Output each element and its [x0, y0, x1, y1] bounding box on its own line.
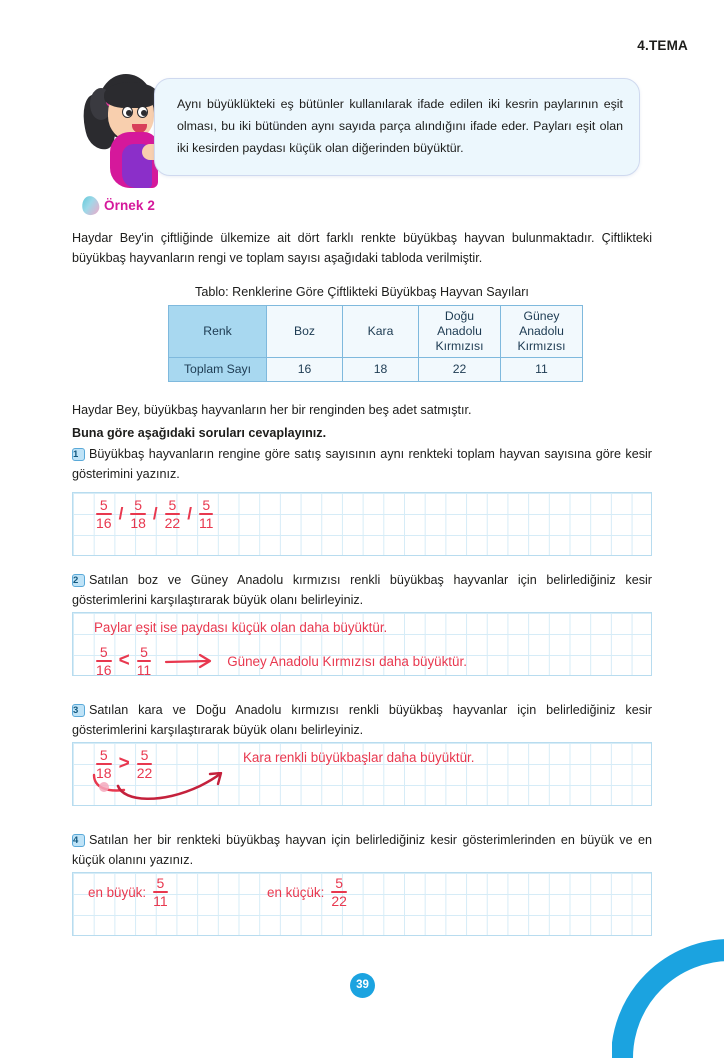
table-header-boz: Boz [267, 306, 343, 358]
question-3-text: Satılan kara ve Doğu Anadolu kırmızısı renkli büyükbaş hayvanlar için belirlediğiniz kesir gösterimlerini karşılaştırarak büyük olanı belirleyiniz. [72, 703, 652, 737]
droplet-icon [80, 194, 101, 216]
question-1-text: Büyükbaş hayvanların rengine göre satış sayısının aynı renkteki toplam hayvan sayısına göre kesir gösterimini yazınız. [72, 447, 652, 481]
fraction-left-5-18: $\frac{5}{18}$ [96, 747, 112, 781]
table-header-dogu-anadolu: Doğu Anadolu Kırmızısı [419, 306, 501, 358]
separator-2: / [152, 504, 158, 523]
table-cell-value-kara: 18 [343, 358, 419, 382]
question-2 [72, 570, 652, 610]
fraction-largest-5-11: $\frac{5}{11}$ [153, 875, 168, 909]
fraction-right-5-11: $\frac{5}{11}$ [136, 644, 152, 678]
fraction-5-16: $\frac{5}{16}$ [96, 497, 112, 531]
after-table-line: Haydar Bey, büyükbaş hayvanların her bir renginden beş adet satmıştır. [72, 403, 472, 417]
table-cell-value-dogu: 22 [419, 358, 501, 382]
table-caption: Tablo: Renklerine Göre Çiftlikteki Büyükbaş Hayvan Sayıları [195, 285, 529, 299]
table-cell-renk: Renk [169, 306, 267, 358]
fraction-smallest-5-22: $\frac{5}{22}$ [331, 875, 347, 909]
info-callout [80, 70, 640, 180]
info-box-text: Aynı büyüklükteki eş bütünler kullanılarak ifade edilen iki kesrin paylarının eşit olması, bu iki bütünden aynı sayıda parça alındığını ifade eder. Payları eşit olan iki kesirden paydası küçük olan diğerinden büyüktür. [177, 97, 623, 155]
fraction-right-5-22: $\frac{5}{22}$ [136, 747, 153, 781]
table-row-totals [169, 358, 583, 382]
question-2-text: Satılan boz ve Güney Anadolu kırmızısı renkli büyükbaş hayvanlar için belirlediğiniz kesir gösterimlerini karşılaştırarak büyük olanı belirleyiniz. [72, 573, 652, 607]
separator-1: / [118, 504, 124, 523]
question-4 [72, 830, 652, 870]
page-number: 39 [350, 973, 375, 998]
table-cell-value-boz: 16 [267, 358, 343, 382]
answer-2-comparison [96, 645, 467, 677]
intro-paragraph: Haydar Bey'in çiftliğinde ülkemize ait dört farklı renkte büyükbaş hayvan bulunmaktadır. Çiftlikteki büyükbaş hayvanların rengi ve toplam sayısı aşağıdaki tabloda verilmiştir. [72, 231, 652, 265]
question-3 [72, 700, 652, 740]
fraction-5-18: $\frac{5}{18}$ [130, 497, 146, 531]
arrow-right-icon [164, 651, 220, 671]
table-header-kara: Kara [343, 306, 419, 358]
table-header-guney-anadolu: Güney Anadolu Kırmızısı [501, 306, 583, 358]
table-row-header [169, 306, 583, 358]
answer-2-conclusion: Güney Anadolu Kırmızısı daha büyüktür. [227, 653, 467, 669]
info-box [154, 78, 640, 176]
corner-arc-decoration [612, 910, 724, 1060]
curved-arrow-icon [90, 772, 250, 806]
answer-1-fractions [96, 498, 213, 530]
question-2-badge: 2 [72, 574, 85, 587]
table-cell-toplam-sayi: Toplam Sayı [169, 358, 267, 382]
comparison-operator-2: < [118, 650, 130, 671]
example-heading [82, 196, 155, 215]
answer-4-smallest [267, 876, 347, 908]
animal-counts-table [168, 305, 583, 382]
question-4-text: Satılan her bir renkteki büyükbaş hayvan için belirlediğiniz kesir gösterimlerinden en büyük ve en küçük olanını yazınız. [72, 833, 652, 867]
question-1 [72, 444, 652, 484]
table-cell-value-guney: 11 [501, 358, 583, 382]
separator-3: / [187, 504, 192, 523]
answer-3-conclusion: Kara renkli büyükbaşlar daha büyüktür. [243, 750, 475, 765]
question-3-badge: 3 [72, 704, 85, 717]
question-4-badge: 4 [72, 834, 85, 847]
theme-header: 4.TEMA [637, 38, 688, 53]
answer-4-largest [88, 876, 168, 908]
instruction-line: Buna göre aşağıdaki soruları cevaplayınız. [72, 426, 327, 440]
fraction-left-5-16: $\frac{5}{16}$ [96, 644, 112, 678]
comparison-operator-3: > [118, 753, 130, 774]
question-1-badge: 1 [72, 448, 85, 461]
fraction-5-22: $\frac{5}{22}$ [164, 497, 181, 531]
largest-label: en büyük: [88, 884, 147, 900]
fraction-5-11: $\frac{5}{11}$ [198, 497, 214, 531]
answer-2-note: Paylar eşit ise paydası küçük olan daha büyüktür. [94, 620, 388, 635]
example-label: Örnek 2 [104, 198, 155, 213]
smallest-label: en küçük: [267, 884, 325, 900]
